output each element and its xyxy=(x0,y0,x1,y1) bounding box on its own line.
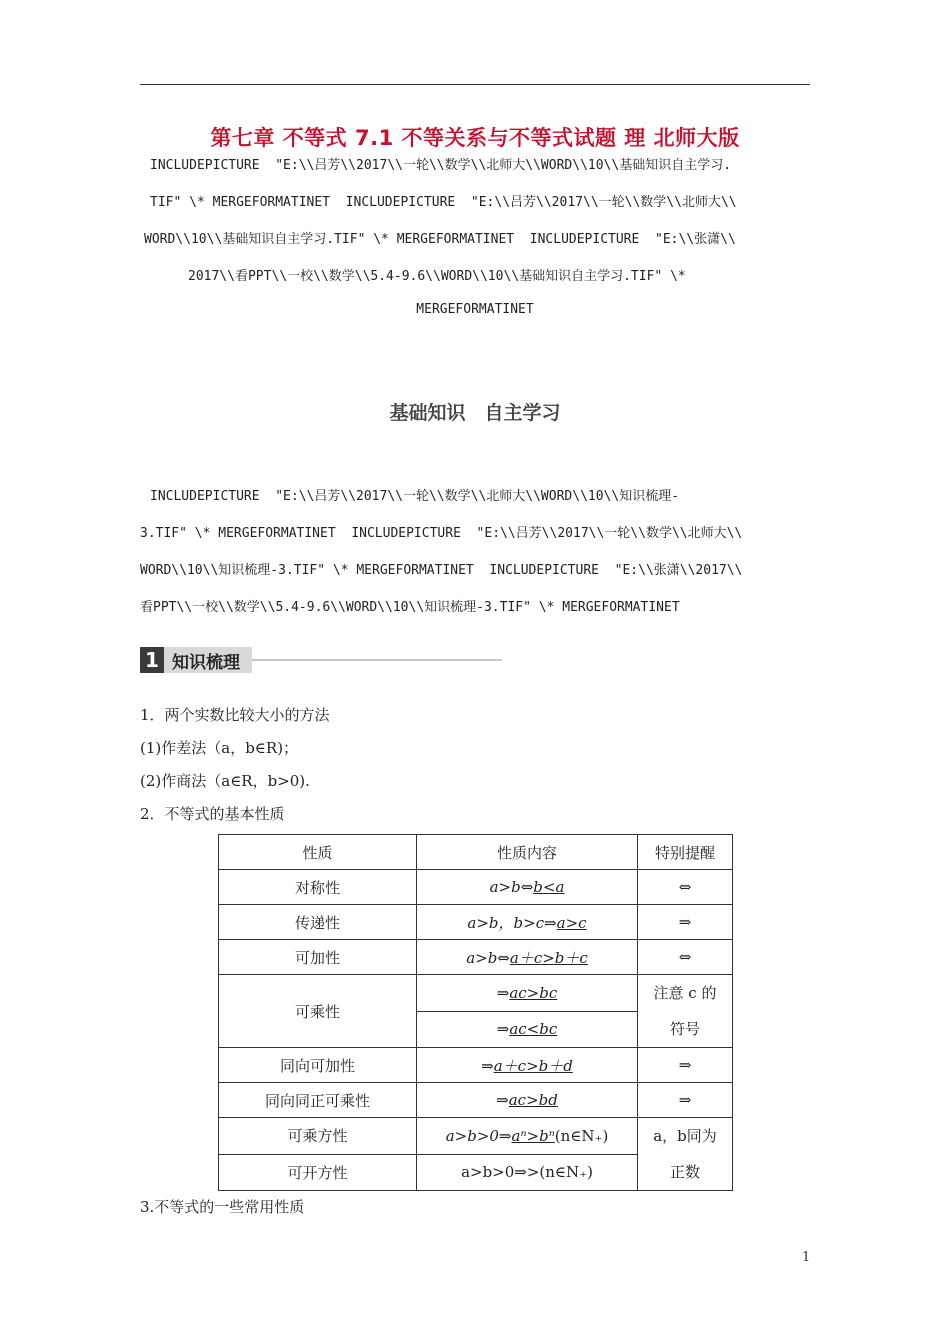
item3-heading: 3.不等式的一些常用性质 xyxy=(140,1198,305,1216)
note-line: 符号 xyxy=(669,1020,700,1038)
property-note xyxy=(638,1118,733,1191)
property-name: 同向可加性 xyxy=(219,1048,417,1083)
diff-method: (1)作差法（a，b∈R)； xyxy=(140,739,299,757)
property-note: ⇔ xyxy=(638,940,733,975)
section-badge xyxy=(140,647,502,673)
include-field-line: 2017\\看PPT\\一校\\数学\\5.4-9.6\\WORD\\10\\基础知识自主学习.TIF" \* xyxy=(188,269,686,284)
content-lead: a>b⇔ xyxy=(466,948,510,967)
property-note: ⇒ xyxy=(638,905,733,940)
quot-method: (2)作商法（a∈R，b>0). xyxy=(140,772,310,790)
badge-label: 知识梳理 xyxy=(164,647,252,673)
include-field-line: WORD\\10\\知识梳理-3.TIF" \* MERGEFORMATINET INCLUDEPICTURE "E:\\张潇\\2017\\ xyxy=(140,563,743,578)
table-header: 性质 xyxy=(219,835,417,870)
content-answer: b<a xyxy=(533,878,565,896)
table-row xyxy=(219,940,733,975)
content-lead: ⇒ xyxy=(496,1020,510,1039)
include-field-line: 看PPT\\一校\\数学\\5.4-9.6\\WORD\\10\\知识梳理-3.TIF" \* MERGEFORMATINET xyxy=(140,600,680,615)
property-content xyxy=(417,870,638,905)
table-row xyxy=(219,1118,733,1155)
content-lead: ⇒ xyxy=(481,1056,494,1075)
content-lead: a>b，b>c⇒ xyxy=(467,913,557,932)
content-lead: ⇒ xyxy=(496,1091,509,1109)
property-content: a>b>0⇒>(n∈N₊) xyxy=(417,1154,638,1191)
content-lead: a>b⇔ xyxy=(489,878,534,896)
content-answer: ac<bc xyxy=(509,1020,558,1039)
property-content xyxy=(417,1118,638,1155)
badge-divider xyxy=(252,659,502,661)
property-content xyxy=(417,975,638,1012)
content-answer: aⁿ>bⁿ xyxy=(511,1126,555,1145)
include-field-line: WORD\\10\\基础知识自主学习.TIF" \* MERGEFORMATINET INCLUDEPICTURE "E:\\张潇\\ xyxy=(144,232,736,247)
property-note: ⇒ xyxy=(638,1048,733,1083)
table-row xyxy=(219,905,733,940)
property-name: 传递性 xyxy=(219,905,417,940)
content-tail: (n∈N₊) xyxy=(554,1126,609,1145)
include-field-line: 3.TIF" \* MERGEFORMATINET INCLUDEPICTURE "E:\\吕芳\\2017\\一轮\\数学\\北师大\\ xyxy=(140,526,743,541)
property-name: 同向同正可乘性 xyxy=(219,1083,417,1118)
property-content xyxy=(417,1048,638,1083)
content-answer: a＋c>b＋d xyxy=(493,1056,573,1075)
table-row xyxy=(219,975,733,1012)
property-content xyxy=(417,905,638,940)
content-answer: a＋c>b＋c xyxy=(509,948,588,967)
property-content xyxy=(417,940,638,975)
section-heading: 基础知识 自主学习 xyxy=(389,402,561,424)
property-note: ⇔ xyxy=(638,870,733,905)
property-name: 可开方性 xyxy=(219,1154,417,1191)
note-line: 正数 xyxy=(669,1163,700,1181)
table-row xyxy=(219,1083,733,1118)
property-note xyxy=(638,975,733,1048)
property-name: 可乘性 xyxy=(219,975,417,1048)
header-rule xyxy=(140,84,810,85)
property-content xyxy=(417,1011,638,1048)
page-number: 1 xyxy=(802,1250,811,1265)
note-line: 注意 c 的 xyxy=(653,984,717,1002)
content-lead: a>b>0⇒ xyxy=(445,1126,512,1145)
property-content xyxy=(417,1083,638,1118)
item1-heading: 1．两个实数比较大小的方法 xyxy=(140,706,330,724)
properties-table xyxy=(218,834,733,1191)
table-header: 特别提醒 xyxy=(638,835,733,870)
table-row xyxy=(219,870,733,905)
include-field-line: INCLUDEPICTURE "E:\\吕芳\\2017\\一轮\\数学\\北师大\\WORD\\10\\基础知识自主学习. xyxy=(150,158,732,173)
note-line: a，b同为 xyxy=(653,1127,717,1145)
content-answer: ac>bd xyxy=(508,1091,558,1109)
include-field-line: INCLUDEPICTURE "E:\\吕芳\\2017\\一轮\\数学\\北师大\\WORD\\10\\知识梳理- xyxy=(150,489,680,504)
content-answer: a>c xyxy=(556,913,587,932)
property-note: ⇒ xyxy=(638,1083,733,1118)
include-field-line: MERGEFORMATINET xyxy=(416,302,534,317)
table-header-row xyxy=(219,835,733,870)
content-answer: ac>bc xyxy=(509,983,558,1002)
table-header: 性质内容 xyxy=(417,835,638,870)
badge-number: 1 xyxy=(140,647,164,673)
property-name: 可加性 xyxy=(219,940,417,975)
page-title: 第七章 不等式 7.1 不等关系与不等式试题 理 北师大版 xyxy=(210,126,740,150)
item2-heading: 2．不等式的基本性质 xyxy=(140,805,285,823)
property-name: 对称性 xyxy=(219,870,417,905)
content-lead: ⇒ xyxy=(496,983,510,1002)
table-row xyxy=(219,1048,733,1083)
property-name: 可乘方性 xyxy=(219,1118,417,1155)
include-field-line: TIF" \* MERGEFORMATINET INCLUDEPICTURE "E:\\吕芳\\2017\\一轮\\数学\\北师大\\ xyxy=(150,195,737,210)
